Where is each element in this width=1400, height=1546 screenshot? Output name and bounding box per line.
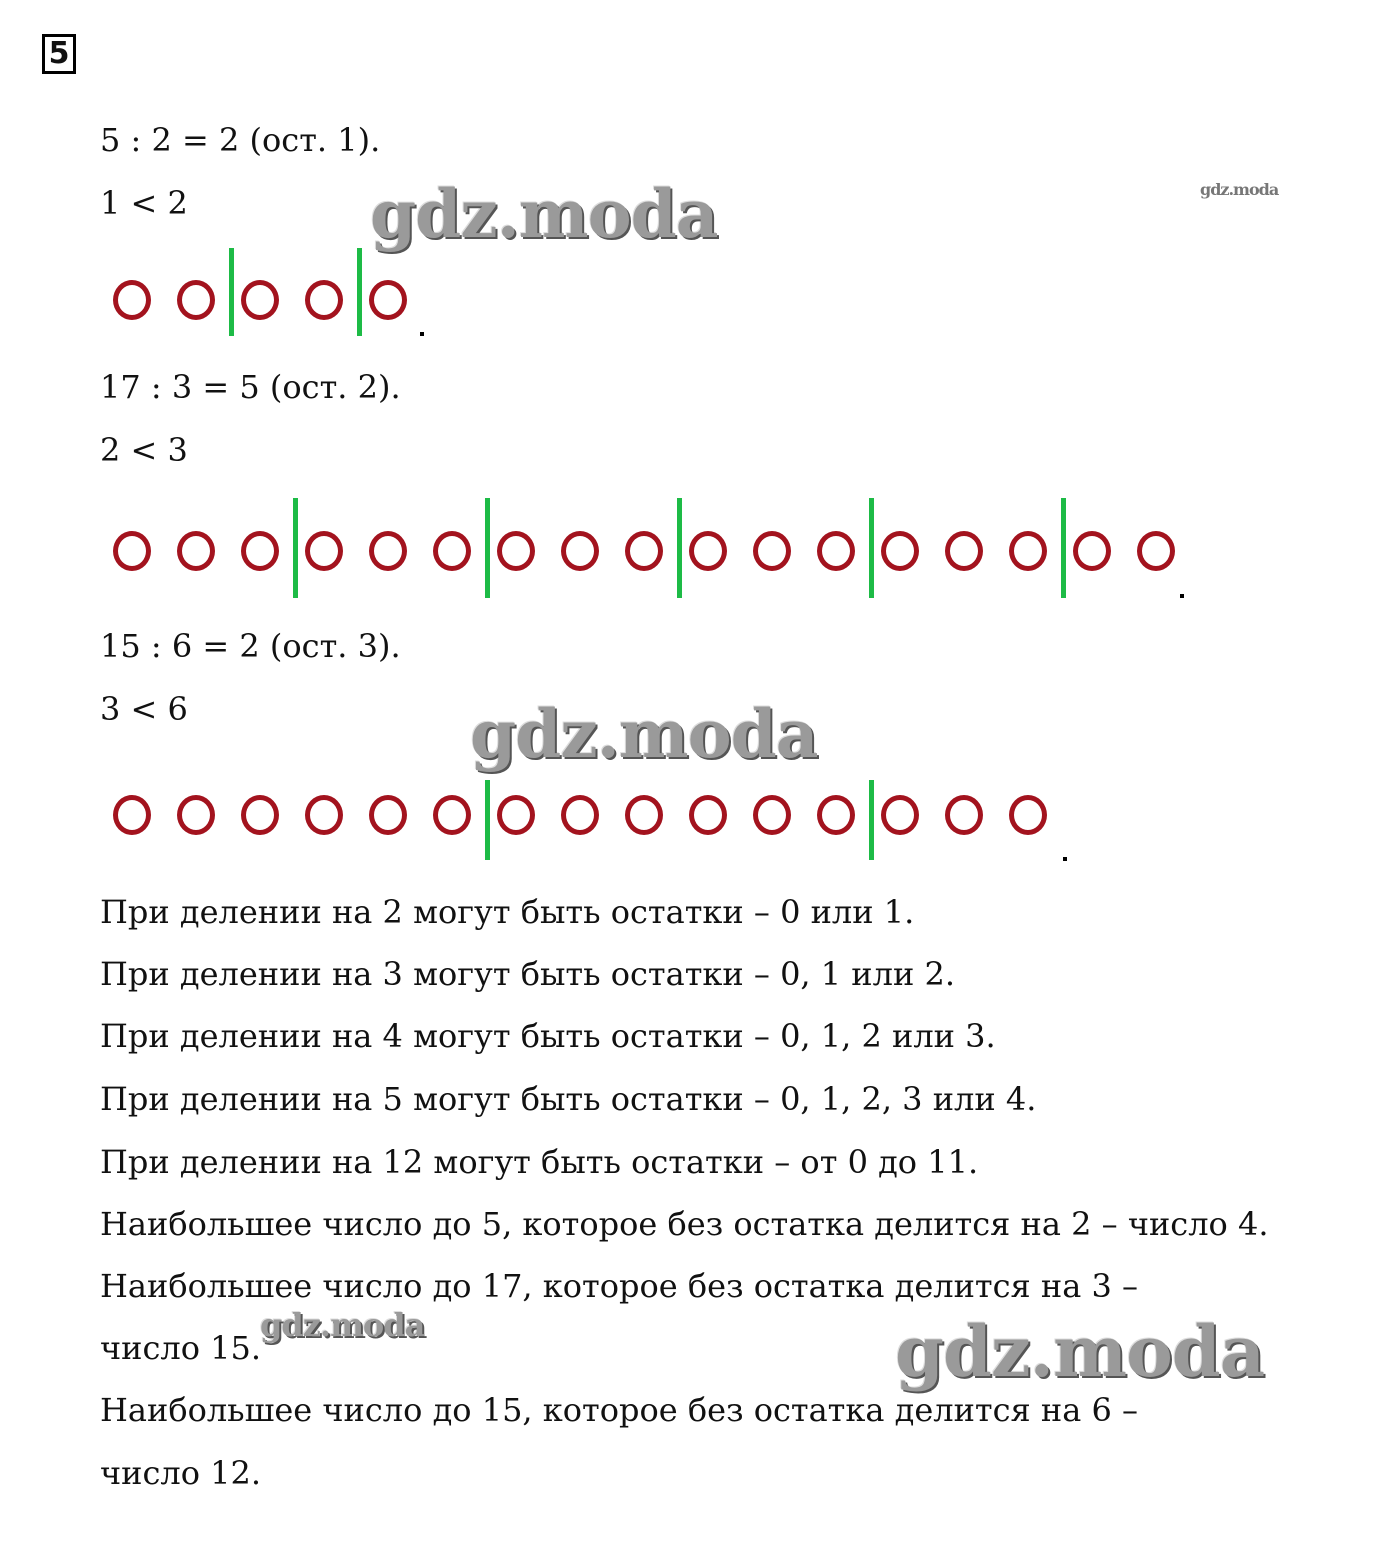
circle-item bbox=[1009, 795, 1047, 835]
circle-item bbox=[1009, 531, 1047, 571]
circle-item bbox=[625, 795, 663, 835]
remainder-text-3: При делении на 4 могут быть остатки – 0, 1, 2 или 3. bbox=[100, 1017, 996, 1055]
group-separator bbox=[229, 248, 234, 336]
circle-item bbox=[945, 531, 983, 571]
group-separator bbox=[677, 498, 682, 598]
group-separator bbox=[357, 248, 362, 336]
group-separator bbox=[293, 498, 298, 598]
circle-item bbox=[561, 531, 599, 571]
circle-item bbox=[689, 531, 727, 571]
group-separator bbox=[869, 780, 874, 860]
group-separator bbox=[1061, 498, 1066, 598]
circle-item bbox=[1073, 531, 1111, 571]
circle-item bbox=[305, 795, 343, 835]
group-separator bbox=[869, 498, 874, 598]
circle-item bbox=[497, 531, 535, 571]
circle-item bbox=[113, 795, 151, 835]
remainder-text-2: При делении на 3 могут быть остатки – 0, 1 или 2. bbox=[100, 955, 955, 993]
remainder-text-5: При делении на 12 могут быть остатки – от 0 до 11. bbox=[100, 1143, 979, 1181]
circle-item bbox=[689, 795, 727, 835]
circle-item bbox=[945, 795, 983, 835]
circle-item bbox=[177, 280, 215, 320]
watermark-logo: gdz.moda bbox=[1200, 180, 1279, 199]
circle-item bbox=[305, 531, 343, 571]
group-separator bbox=[485, 780, 490, 860]
watermark-logo: gdz.moda bbox=[470, 695, 818, 773]
largest-number-text-2: Наибольшее число до 17, которое без остатка делится на 3 – bbox=[100, 1267, 1138, 1305]
circle-item bbox=[753, 795, 791, 835]
circle-diagram-3 bbox=[0, 0, 1400, 1]
circle-item bbox=[753, 531, 791, 571]
watermark-logo: gdz.moda bbox=[895, 1310, 1265, 1393]
largest-number-text-1: Наибольшее число до 5, которое без остатка делится на 2 – число 4. bbox=[100, 1205, 1269, 1243]
remainder-text-4: При делении на 5 могут быть остатки – 0, 1, 2, 3 или 4. bbox=[100, 1080, 1037, 1118]
watermark-logo: gdz.moda bbox=[370, 175, 718, 253]
division-line-3: 15 : 6 = 2 (ост. 3). bbox=[100, 627, 401, 665]
circle-item bbox=[241, 531, 279, 571]
period-dot bbox=[1063, 857, 1067, 861]
largest-number-text-3-cont: число 12. bbox=[100, 1454, 262, 1492]
largest-number-text-2-cont: число 15. bbox=[100, 1329, 262, 1367]
circle-item bbox=[113, 280, 151, 320]
circle-item bbox=[369, 531, 407, 571]
remainder-text-1: При делении на 2 могут быть остатки – 0 или 1. bbox=[100, 893, 915, 931]
circle-item bbox=[369, 795, 407, 835]
circle-item bbox=[497, 795, 535, 835]
circle-item bbox=[817, 531, 855, 571]
circle-item bbox=[625, 531, 663, 571]
group-separator bbox=[485, 498, 490, 598]
circle-item bbox=[241, 280, 279, 320]
division-line-2: 17 : 3 = 5 (ост. 2). bbox=[100, 368, 401, 406]
task-number-box: 5 bbox=[42, 34, 76, 74]
division-line-1: 5 : 2 = 2 (ост. 1). bbox=[100, 121, 381, 159]
circle-item bbox=[817, 795, 855, 835]
circle-item bbox=[433, 795, 471, 835]
period-dot bbox=[1180, 594, 1184, 598]
circle-item bbox=[305, 280, 343, 320]
circle-item bbox=[433, 531, 471, 571]
period-dot bbox=[420, 332, 424, 336]
circle-item bbox=[561, 795, 599, 835]
circle-item bbox=[881, 795, 919, 835]
circle-item bbox=[369, 280, 407, 320]
inequality-line-3: 3 < 6 bbox=[100, 690, 188, 728]
inequality-line-1: 1 < 2 bbox=[100, 184, 188, 222]
inequality-line-2: 2 < 3 bbox=[100, 431, 188, 469]
circle-item bbox=[113, 531, 151, 571]
circle-item bbox=[177, 795, 215, 835]
circle-item bbox=[177, 531, 215, 571]
circle-item bbox=[241, 795, 279, 835]
largest-number-text-3: Наибольшее число до 15, которое без остатка делится на 6 – bbox=[100, 1391, 1138, 1429]
circle-item bbox=[1137, 531, 1175, 571]
circle-item bbox=[881, 531, 919, 571]
watermark-logo: gdz.moda bbox=[260, 1306, 425, 1344]
